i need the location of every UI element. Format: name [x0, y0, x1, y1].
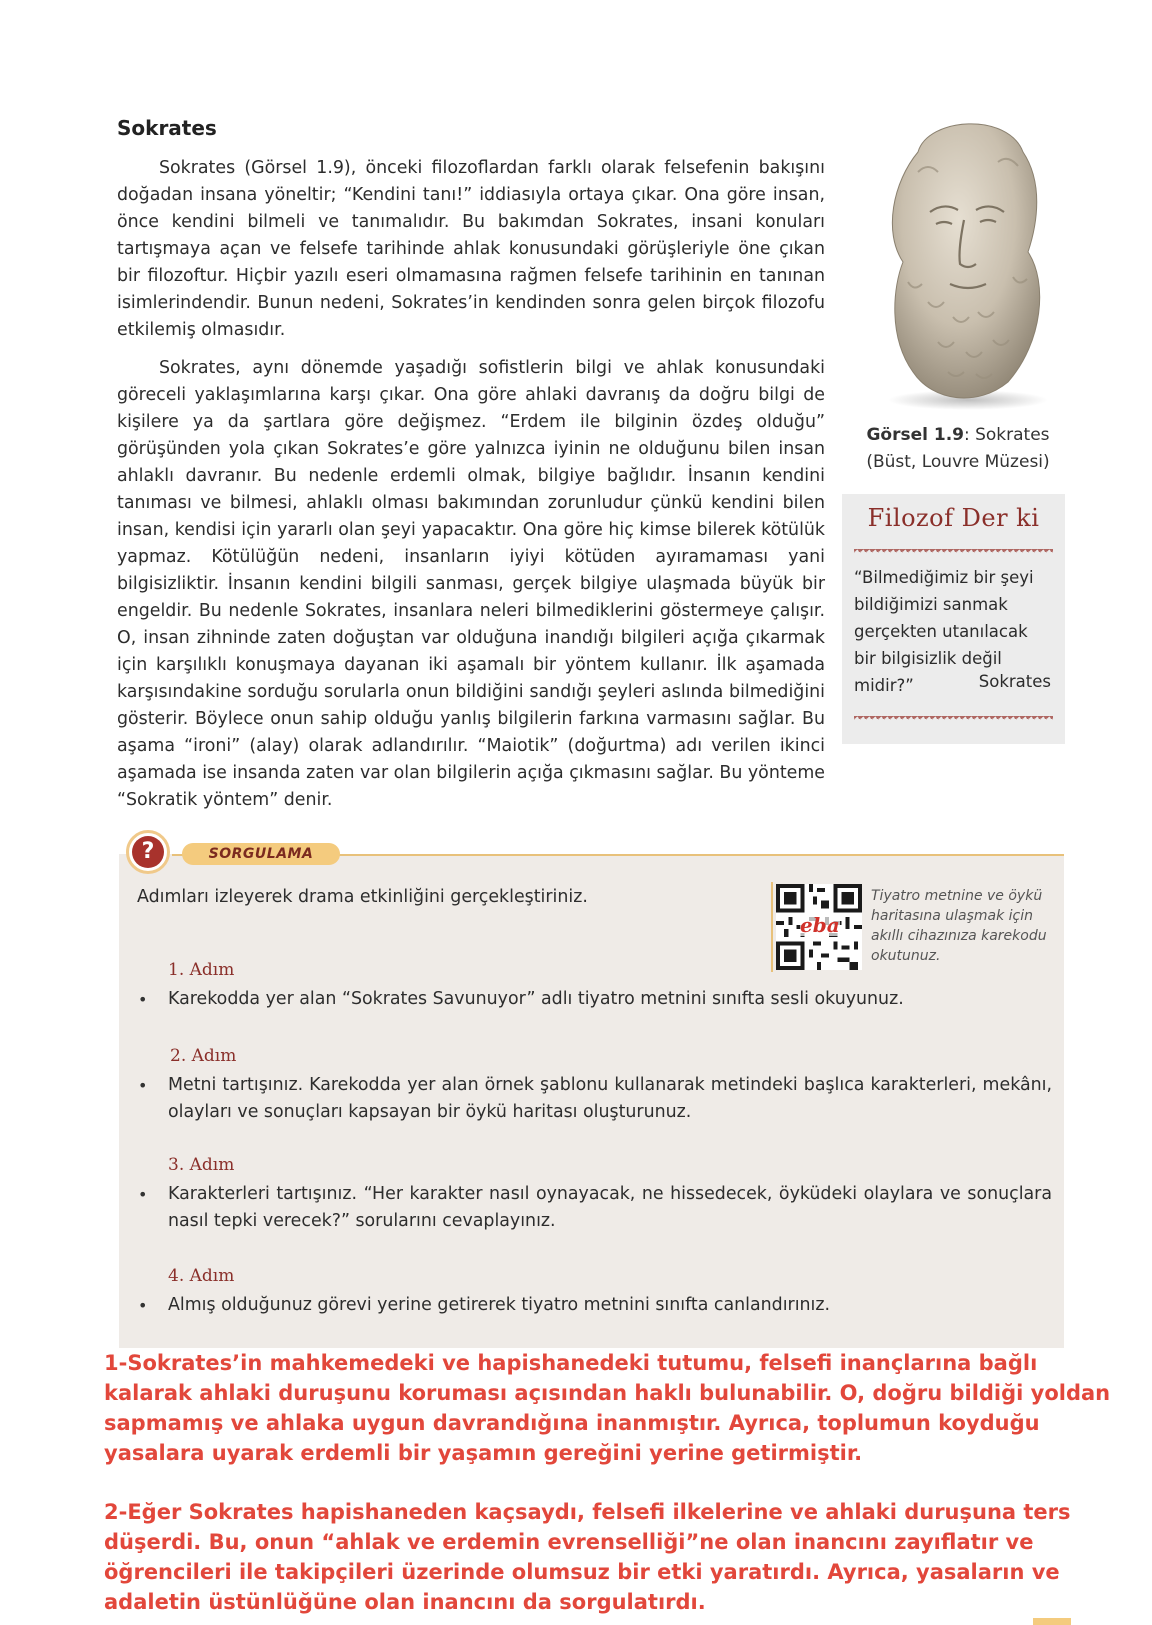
step-3-text: Karakterleri tartışınız. “Her karakter nasıl oynayacak, ne hissedecek, öyküdeki olaylara ve sonuçlara nasıl tepki verecek?” sorularını cevaplayınız. [168, 1184, 1052, 1231]
quote-author: Sokrates [978, 672, 1051, 691]
philosopher-quote-box [842, 494, 1065, 744]
caption-label: Görsel 1.9 [866, 425, 964, 445]
bullet-icon: • [138, 1076, 148, 1095]
eba-logo: eba [800, 913, 840, 937]
paragraph-2-text: Sokrates, aynı dönemde yaşadığı sofistlerin bilgi ve ahlak konusundaki göreceli yaklaşımlarına karşı çıkar. Ona göre ahlaki davranış da doğru bilgi de kişilere ya da şartlara göre değişmez. “Erdem ile bilginin özdeş olduğu” görüşünden yola çıkan Sokrates’e göre yalnızca iyinin ne olduğunu bilen insan ahlaklı davranır. Bu nedenle erdemli olmak, bilgiye bağlıdır. İnsanın kendini tanıması ve bilmesi, ahlaklı olması bakımından zorunludur çünkü kendini bilen insan, kendisi için yararlı olan şeyi yapacaktır. Ona göre hiç kimse bilerek kötülük yapmaz. Kötülüğün nedeni, insanların iyiyi kötüden ayıramaması yani bilgisizliktir. İnsanın kendini bilgili sanması, gerçek bilgiye ulaşmada büyük bir engeldir. Bu nedenle Sokrates, insanlara neleri bilmediklerini göstermeye çalışır. O, insan zihninde zaten doğuştan var olduğuna inandığı bilgileri açığa çıkarmak için karşılıklı konuşmaya dayanan iki aşamalı bir yöntem kullanır. İlk aşamada karşısındakine sorduğu sorularla onun bildiğini sandığı şeyleri aslında bilmediğini gösterir. Böylece onun sahip olduğu yanlış bilgilerin farkına varmasını sağlar. Bu aşama “ironi” (alay) olarak adlandırılır. “Maiotik” (doğurtma) adı verilen ikinci aşamada ise insanda zaten var olan bilgilerin açığa çıkmasını sağlar. Bu yönteme “Sokratik yöntem” denir. [117, 358, 825, 810]
paragraph-1-text: Sokrates (Görsel 1.9), önceki filozoflardan farklı olarak felsefenin bakışını doğadan insana yöneltir; “Kendini tanı!” iddiasıyla ortaya çıkar. Ona göre insan, önce kendini bilmeli ve tanımalıdır. Bu bakımdan Sokrates, insani konuları tartışmaya açan ve felsefe tarihinde ahlak konusundaki görüşleriyle öne çıkan bir filozoftur. Hiçbir yazılı eseri olmamasına rağmen felsefe tarihinin en tanınan isimlerindendir. Bunun nedeni, Sokrates’in kendinden sonra gelen birçok filozofu etkilemiş olmasıdır. [117, 158, 825, 340]
bullet-icon: • [138, 1185, 148, 1204]
figure-caption [848, 422, 1068, 476]
step-1-label: 1. Adım [168, 960, 235, 980]
socrates-bust-image [858, 112, 1058, 412]
paragraph-2 [117, 355, 825, 814]
step-1-text: Karekodda yer alan “Sokrates Savunuyor” adlı tiyatro metnini sınıfta sesli okuyunuz. [168, 989, 904, 1009]
answer-2: 2-Eğer Sokrates hapishaneden kaçsaydı, felsefi ilkelerine ve ahlaki duruşuna ters düşerdi. Bu, onun “ahlak ve erdemin evrenselliği”ne olan inancını zayıflatır ve öğrencileri ile takipçileri üzerinde olumsuz bir etki yaratırdı. Ayrıca, yasaların ve adaletin üstünlüğüne olan inancını da sorgulatırdı. [104, 1500, 1071, 1614]
step-3-label: 3. Adım [168, 1155, 235, 1175]
page-corner-tab [1033, 1618, 1071, 1625]
caption-text: : Sokrates [963, 425, 1050, 445]
step-2-text: Metni tartışınız. Karekodda yer alan örnek şablonu kullanarak metindeki başlıca karakterleri, mekânı, olayları ve sonuçları kapsayan bir öykü haritası oluşturunuz. [168, 1075, 1052, 1122]
section-title: Sokrates [117, 116, 217, 140]
qr-divider [771, 882, 773, 972]
sorgulama-intro: Adımları izleyerek drama etkinliğini gerçekleştiriniz. [137, 887, 588, 907]
step-4-label: 4. Adım [168, 1266, 235, 1286]
caption-sub: (Büst, Louvre Müzesi) [866, 452, 1050, 472]
step-4-text: Almış olduğunuz görevi yerine getirerek tiyatro metnini sınıfta canlandırınız. [168, 1295, 831, 1315]
bullet-icon: • [138, 1296, 148, 1315]
paragraph-1 [117, 155, 825, 344]
step-2-label: 2. Adım [170, 1046, 237, 1066]
quote-text: “Bilmediğimiz bir şeyi bildiğimizi sanmak gerçekten utanılacak bir bilgisizlik değil midir?” [854, 568, 1034, 695]
qr-code[interactable] [776, 884, 862, 970]
sorgulama-tab: SORGULAMA [182, 843, 340, 865]
zigzag-divider [854, 716, 1053, 724]
qr-note: Tiyatro metnine ve öykü haritasına ulaşmak için akıllı cihazınıza karekodu okutunuz. [871, 888, 1047, 964]
question-icon: ? [126, 830, 170, 874]
zigzag-divider [854, 549, 1053, 557]
bullet-icon: • [138, 990, 148, 1009]
quote-box-title: Filozof Der ki [867, 504, 1040, 532]
answer-1: 1-Sokrates’in mahkemedeki ve hapishanedeki tutumu, felsefi inançlarına bağlı kalarak ahlaki duruşunu koruması açısından haklı bulunabilir. O, doğru bildiği yoldan sapmamış ve ahlaka uygun davrandığına inanmıştır. Ayrıca, toplumun koyduğu yasalara uyarak erdemli bir yaşamın gereğini yerine getirmiştir. [104, 1351, 1111, 1465]
